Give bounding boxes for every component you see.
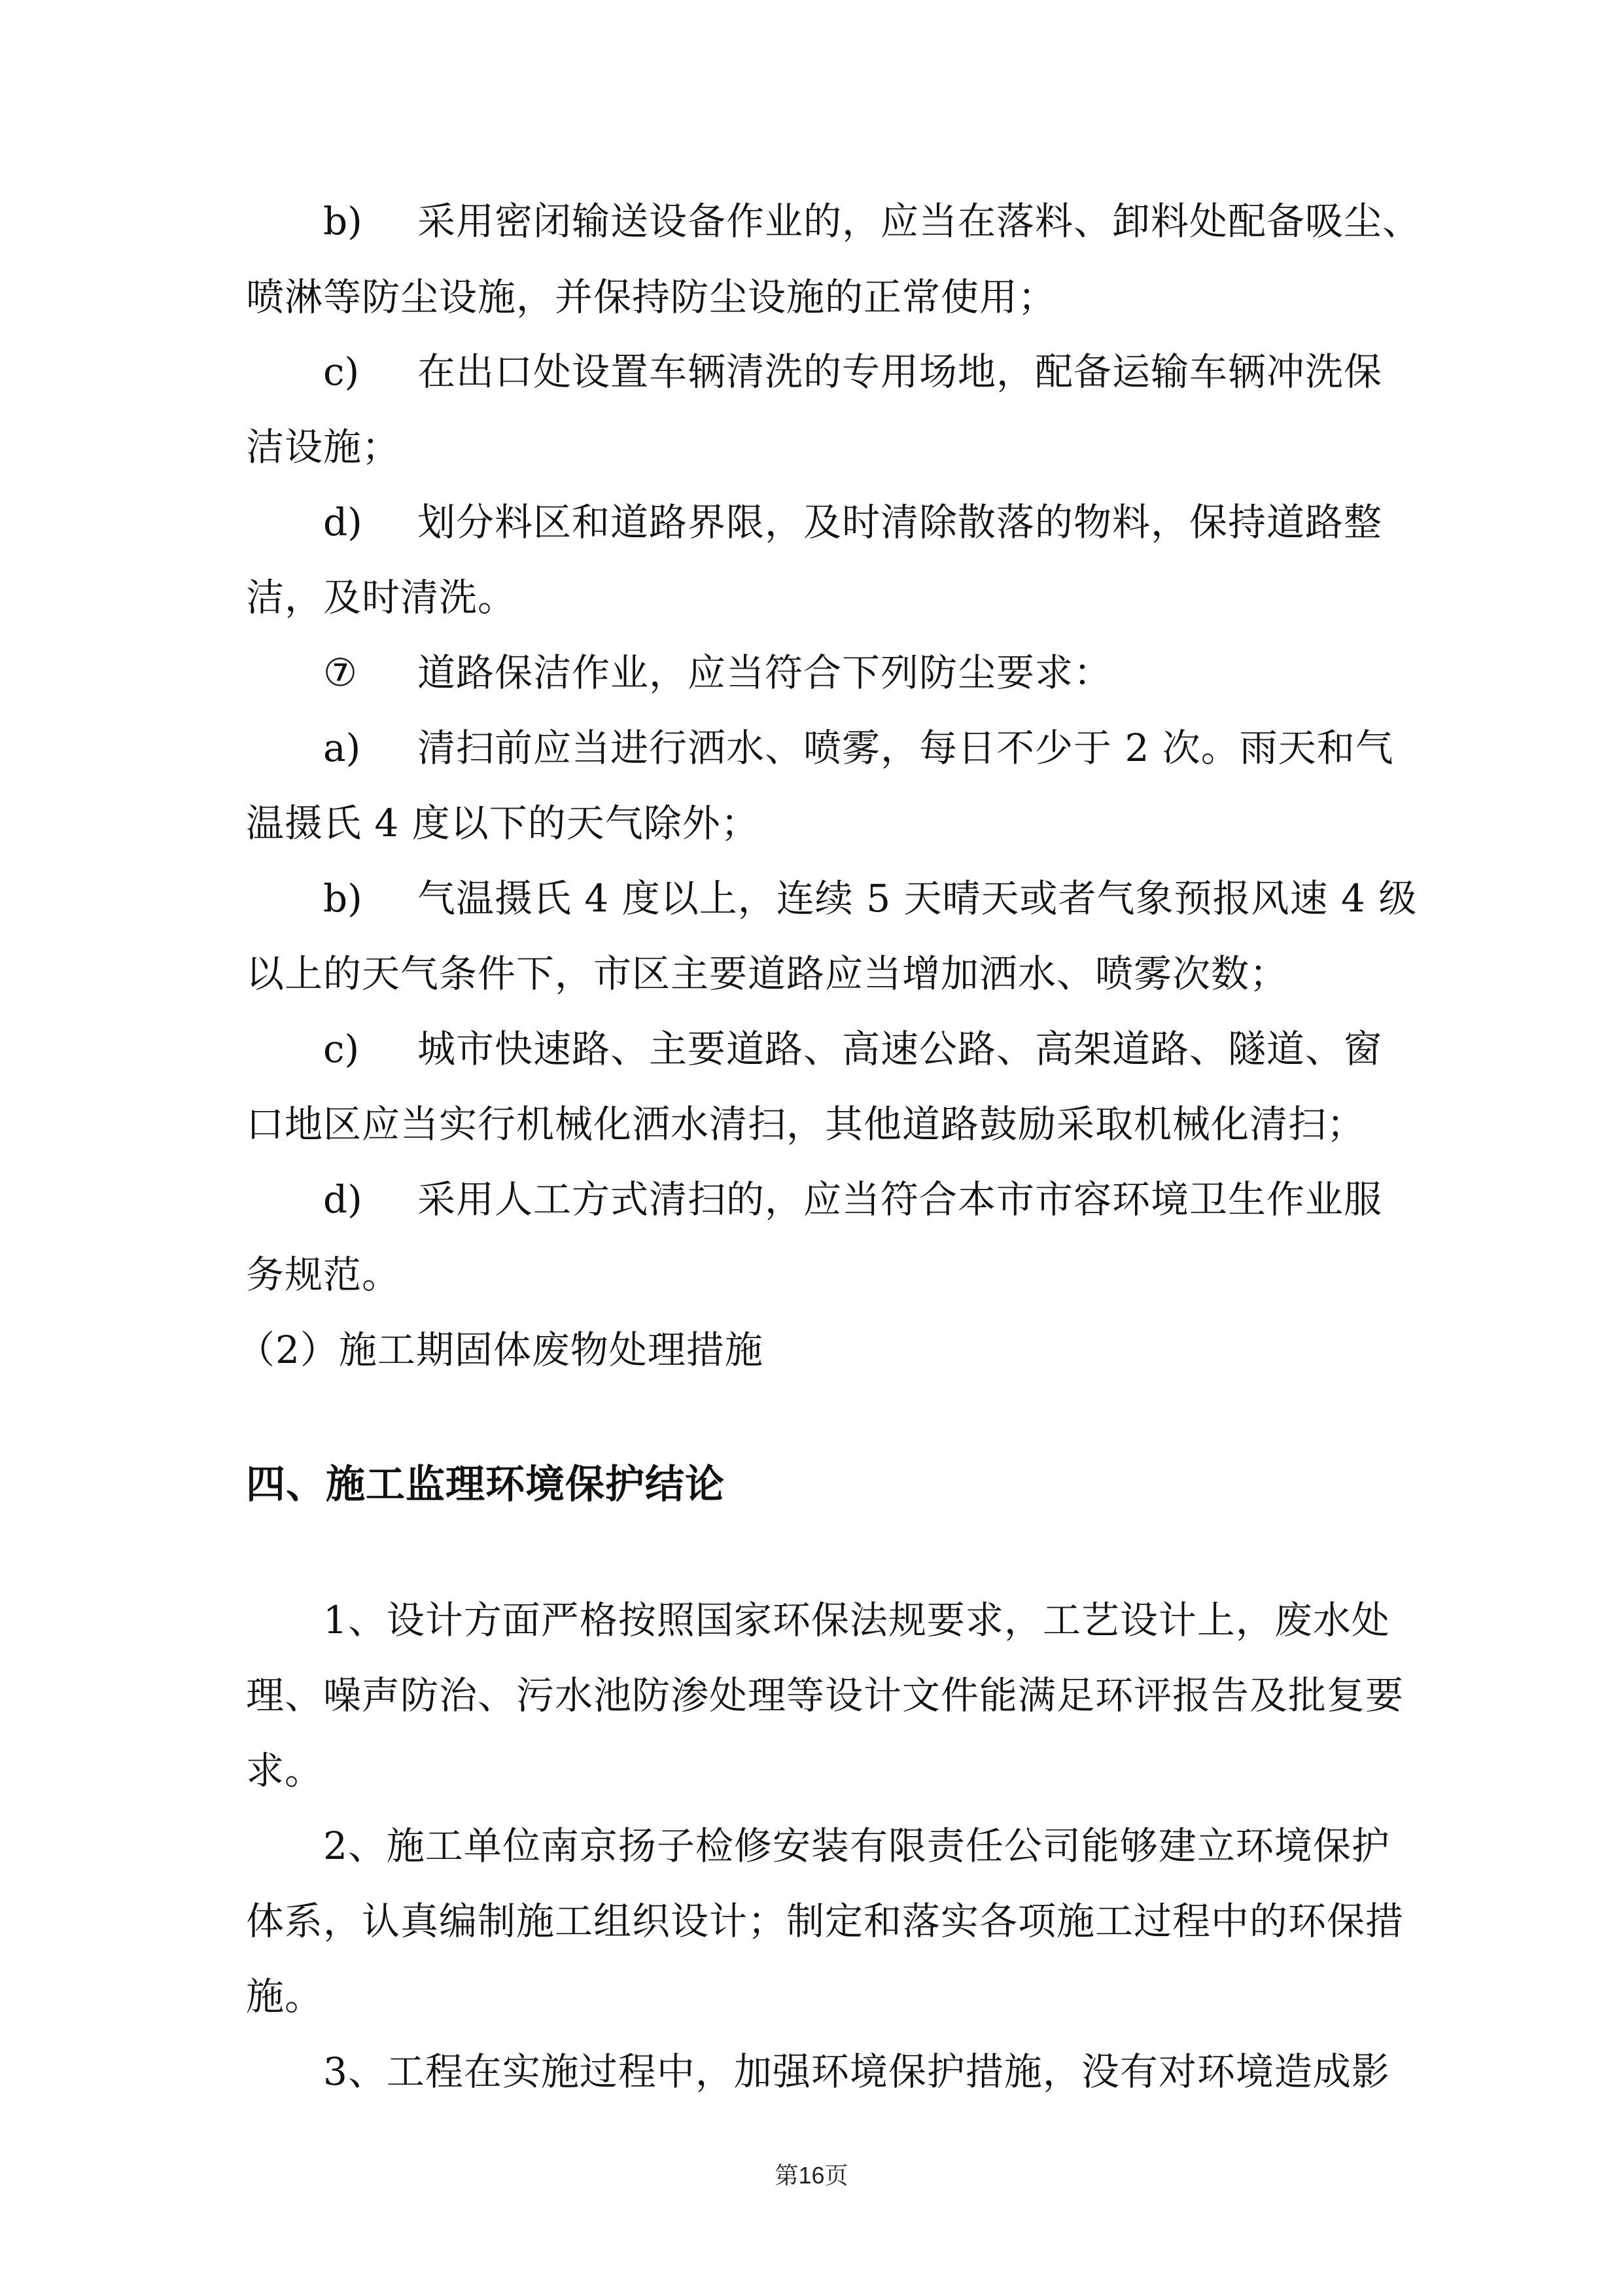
list-marker: a) [323,726,361,770]
paragraph-line: 求。 [246,1748,324,1793]
list-item-text: 清扫前应当进行洒水、喷雾，每日不少于 2 次。雨天和气 [417,726,1394,770]
list-item-continuation: 洁，及时清洗。 [246,575,517,620]
paragraph-line: 理、噪声防治、污水池防渗处理等设计文件能满足环评报告及批复要 [246,1673,1405,1718]
list-marker: c) [323,1027,360,1071]
list-marker: c) [323,349,360,394]
list-item-text: 道路保洁作业，应当符合下列防尘要求： [417,650,1113,695]
list-marker: d) [323,500,362,544]
list-item-continuation: 温摄氏 4 度以下的天气除外； [246,801,759,845]
list-item-continuation: 务规范。 [246,1252,401,1297]
list-item-text: 气温摄氏 4 度以上，连续 5 天晴天或者气象预报风速 4 级 [417,876,1418,921]
list-item-continuation: 喷淋等防尘设施，并保持防尘设施的正常使用； [246,275,1057,319]
list-item-text: 采用人工方式清扫的，应当符合本市市容环境卫生作业服 [417,1177,1383,1222]
list-item-text: 采用密闭输送设备作业的，应当在落料、卸料处配备吸尘、 [417,199,1422,243]
list-item-continuation: 以上的天气条件下，市区主要道路应当增加洒水、喷雾次数； [246,951,1289,996]
page-number: 第16页 [775,2162,848,2189]
section-heading: 四、施工监理环境保护结论 [246,1462,725,1508]
subsection-heading: （2）施工期固体废物处理措施 [237,1328,763,1372]
list-marker: b) [323,199,362,243]
paragraph-line: 2、施工单位南京扬子检修安装有限责任公司能够建立环境保护 [323,1824,1390,1868]
list-item-continuation: 洁设施； [246,425,401,469]
list-item-text: 城市快速路、主要道路、高速公路、高架道路、隧道、窗 [417,1027,1383,1071]
paragraph-line: 1、设计方面严格按照国家环保法规要求，工艺设计上，废水处 [323,1598,1390,1642]
list-marker: d) [323,1177,362,1222]
list-marker: ⑦ [323,650,357,695]
list-marker: b) [323,876,362,921]
list-item-continuation: 口地区应当实行机械化洒水清扫，其他道路鼓励采取机械化清扫； [246,1102,1366,1146]
paragraph-line: 施。 [246,1974,324,2019]
list-item-text: 在出口处设置车辆清洗的专用场地，配备运输车辆冲洗保 [417,349,1383,394]
list-item-text: 划分料区和道路界限，及时清除散落的物料，保持道路整 [417,500,1383,544]
paragraph-line: 3、工程在实施过程中，加强环境保护措施，没有对环境造成影 [323,2049,1390,2094]
paragraph-line: 体系，认真编制施工组织设计；制定和落实各项施工过程中的环保措 [246,1899,1405,1943]
